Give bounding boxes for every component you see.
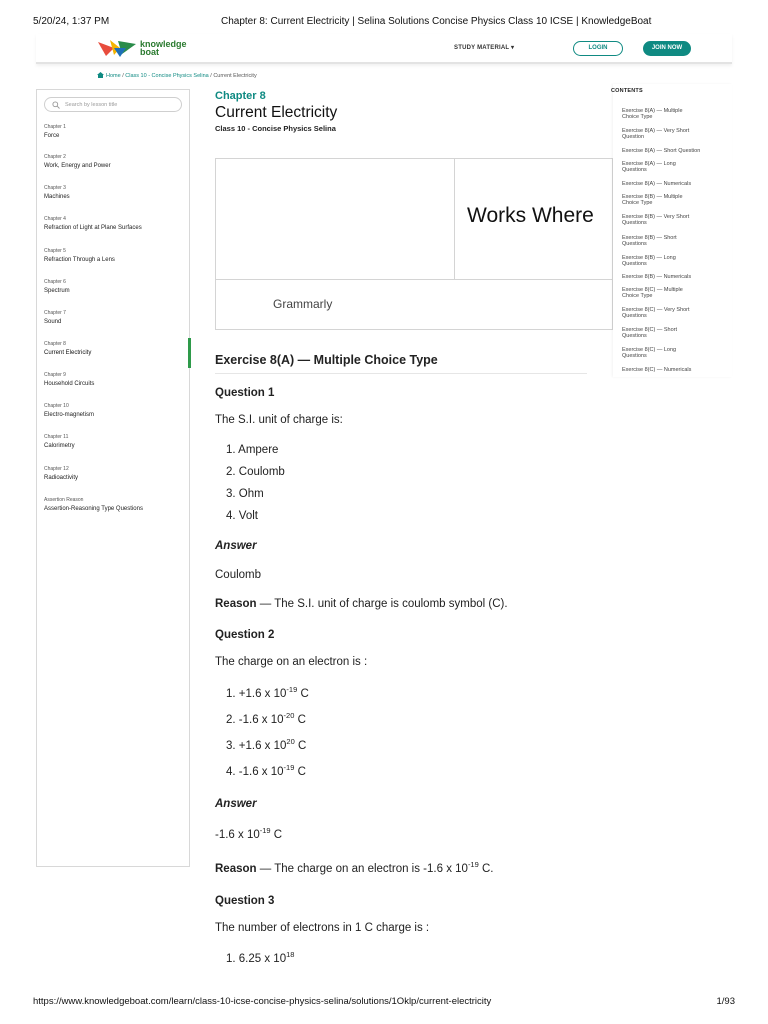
sidebar-item-chapter-2[interactable]	[44, 154, 189, 182]
toc-item[interactable]	[622, 181, 722, 187]
option-item	[226, 685, 309, 700]
toc-item-line: Exercise 8(B) — Multiple	[622, 194, 683, 200]
breadcrumb-separator: /	[208, 73, 214, 79]
sidebar-item-chapter-7[interactable]	[44, 310, 189, 338]
chapter-name: Current Electricity	[44, 350, 92, 356]
option-exponent: -19	[286, 685, 298, 694]
reason-exponent: -19	[467, 860, 479, 869]
logo-line-1: knowledge	[140, 39, 187, 49]
print-url: https://www.knowledgeboat.com/learn/class-10-icse-concise-physics-selina/solutions/1Oklp/current-electricity	[33, 996, 492, 1007]
toc-item[interactable]	[622, 287, 722, 299]
reason-label: Reason	[215, 863, 257, 875]
option-exponent: 20	[286, 737, 295, 746]
toc-item-line: Exercise 8(C) — Short	[622, 327, 678, 333]
search-placeholder: Search by lesson title	[65, 102, 118, 108]
toc-item[interactable]	[622, 274, 722, 280]
sidebar-item-chapter-9[interactable]	[44, 372, 189, 400]
toc-item[interactable]	[622, 194, 722, 206]
chapter-name: Spectrum	[44, 288, 70, 294]
toc-item-line: Exercise 8(A) — Long	[622, 161, 676, 167]
option-item	[226, 737, 307, 752]
chapter-number: Chapter 6	[44, 279, 66, 285]
reason-unit: C.	[478, 863, 494, 875]
toc-item-line: Questions	[622, 353, 647, 359]
chapter-number: Chapter 8	[44, 341, 66, 347]
toc-item-line: Questions	[622, 167, 647, 173]
lesson-search-input[interactable]	[44, 97, 182, 112]
chapter-number: Chapter 4	[44, 216, 66, 222]
option-item	[226, 950, 295, 965]
question-title: Question 2	[215, 629, 275, 641]
option-unit: C	[294, 740, 307, 752]
sidebar-item-chapter-10[interactable]	[44, 403, 189, 431]
chapter-name: Refraction Through a Lens	[44, 257, 115, 263]
option-item	[226, 711, 306, 726]
exercise-title: Exercise 8(A) — Multiple Choice Type	[215, 353, 438, 367]
login-button[interactable]: LOGIN	[573, 41, 623, 56]
chapter-name: Calorimetry	[44, 443, 75, 449]
toc-item-line: Exercise 8(A) — Multiple	[622, 108, 683, 114]
toc-item[interactable]	[622, 307, 722, 319]
option-unit: C	[294, 766, 306, 778]
toc-item[interactable]	[622, 347, 722, 359]
chapter-name: Refraction of Light at Plane Surfaces	[44, 225, 142, 231]
sidebar-item-chapter-12[interactable]	[44, 466, 189, 494]
toc-item-line: Exercise 8(A) — Numericals	[622, 181, 692, 187]
option-item: 2. Coulomb	[226, 466, 285, 478]
option-base: 1. +1.6 x 10	[226, 688, 287, 700]
answer-label: Answer	[215, 798, 257, 810]
ad-headline: Works Where	[467, 204, 594, 227]
contents-panel	[613, 84, 732, 377]
boat-logo-icon	[96, 38, 138, 58]
contents-title: CONTENTS	[611, 88, 643, 94]
chapter-name: Electro-magnetism	[44, 412, 95, 418]
answer-text: Coulomb	[215, 569, 262, 581]
sidebar-item-chapter-8[interactable]	[44, 341, 189, 369]
study-material-menu[interactable]	[454, 44, 514, 51]
question-text: The S.I. unit of charge is:	[215, 414, 343, 426]
sidebar-item-chapter-4[interactable]	[44, 216, 189, 244]
chapter-name: Machines	[44, 194, 70, 200]
reason-body: The charge on an electron is -1.6 x 10	[274, 863, 468, 875]
toc-item[interactable]	[622, 255, 722, 267]
toc-item-line: Questions	[622, 241, 647, 247]
sidebar-item-chapter-11[interactable]	[44, 434, 189, 462]
home-icon	[97, 72, 104, 78]
option-unit: C	[297, 688, 309, 700]
question-title: Question 3	[215, 895, 275, 907]
answer-label: Answer	[215, 540, 257, 552]
sidebar-item-chapter-1[interactable]	[44, 124, 189, 152]
breadcrumb-home[interactable]: Home	[106, 73, 121, 79]
sidebar-item-assertion-reason[interactable]	[44, 497, 189, 525]
chapter-number: Chapter 9	[44, 372, 66, 378]
toc-item-line: Questions	[622, 220, 647, 226]
chapter-number: Chapter 5	[44, 248, 66, 254]
option-item: 1. Ampere	[226, 444, 279, 456]
sidebar-item-chapter-3[interactable]	[44, 185, 189, 213]
toc-item-line: Exercise 8(B) — Long	[622, 255, 676, 261]
breadcrumb-separator: /	[120, 73, 126, 79]
ad-brand: Grammarly	[273, 297, 333, 311]
reason-label: Reason	[215, 598, 257, 610]
option-base: 2. -1.6 x 10	[226, 714, 284, 726]
join-now-button[interactable]: JOIN NOW	[643, 41, 691, 56]
option-exponent: 18	[286, 950, 295, 959]
chapter-number: Chapter 1	[44, 124, 66, 130]
chapter-number: Chapter 10	[44, 403, 69, 409]
toc-item-line: Choice Type	[622, 293, 653, 299]
chapter-number: Chapter 3	[44, 185, 66, 191]
toc-item-line: Question	[622, 134, 645, 140]
chapter-name: Force	[44, 133, 60, 139]
answer-exponent: -19	[259, 826, 271, 835]
toc-item[interactable]	[622, 128, 722, 140]
site-logo[interactable]	[96, 38, 216, 60]
breadcrumb-current: Current Electricity	[213, 73, 257, 79]
chapter-name: Sound	[44, 319, 62, 325]
page-subtitle: Class 10 - Concise Physics Selina	[215, 124, 336, 133]
toc-item-line: Exercise 8(B) — Numericals	[622, 274, 692, 280]
toc-item[interactable]	[622, 367, 722, 373]
toc-item-line: Exercise 8(C) — Multiple	[622, 287, 683, 293]
option-base: 4. -1.6 x 10	[226, 766, 284, 778]
reason-separator: —	[256, 598, 275, 610]
chapter-number: Chapter 7	[44, 310, 66, 316]
option-item: 3. Ohm	[226, 488, 264, 500]
toc-item-line: Questions	[622, 313, 647, 319]
ad-divider	[454, 159, 455, 279]
print-page-number: 1/93	[716, 996, 735, 1007]
toc-item-line: Questions	[622, 333, 647, 339]
toc-item[interactable]	[622, 161, 722, 173]
reason-separator: —	[256, 863, 275, 875]
toc-item-line: Exercise 8(C) — Very Short	[622, 307, 690, 313]
toc-item-line: Exercise 8(A) — Very Short	[622, 128, 690, 134]
answer-unit: C	[270, 829, 283, 841]
answer-text	[215, 826, 283, 841]
answer-base: -1.6 x 10	[215, 829, 260, 841]
toc-item[interactable]	[622, 108, 722, 120]
print-title: Chapter 8: Current Electricity | Selina Solutions Concise Physics Class 10 ICSE | KnowledgeBoat	[221, 16, 652, 27]
option-exponent: -20	[283, 711, 295, 720]
toc-item[interactable]	[622, 235, 722, 247]
option-base: 3. +1.6 x 10	[226, 740, 287, 752]
toc-item-line: Exercise 8(A) — Short Question	[622, 148, 701, 154]
chapter-number: Chapter 2	[44, 154, 66, 160]
chapter-sidebar	[36, 89, 190, 867]
print-datetime: 5/20/24, 1:37 PM	[33, 16, 110, 27]
chapter-name: Assertion-Reasoning Type Questions	[44, 506, 143, 512]
study-material-label: STUDY MATERIAL	[454, 45, 510, 51]
toc-item[interactable]	[622, 327, 722, 339]
question-title: Question 1	[215, 387, 275, 399]
reason-body: The S.I. unit of charge is coulomb symbol (C).	[274, 598, 508, 610]
logo-wordmark	[140, 40, 187, 56]
option-item	[226, 763, 306, 778]
reason-text	[215, 860, 494, 875]
reason-text	[215, 598, 508, 610]
logo-line-2: boat	[140, 47, 159, 57]
top-navbar	[36, 34, 732, 64]
chapter-number: Assertion Reason	[44, 497, 84, 503]
ad-banner[interactable]	[215, 158, 613, 330]
toc-item-line: Exercise 8(B) — Very Short	[622, 214, 690, 220]
page-title: Current Electricity	[215, 104, 338, 121]
chapter-label: Chapter 8	[215, 90, 266, 102]
chapter-name: Work, Energy and Power	[44, 163, 111, 169]
toc-item-line: Questions	[622, 261, 647, 267]
option-unit: C	[294, 714, 306, 726]
toc-item-line: Choice Type	[622, 200, 653, 206]
option-base: 1. 6.25 x 10	[226, 953, 287, 965]
chapter-number: Chapter 11	[44, 434, 69, 440]
chapter-name: Radioactivity	[44, 475, 79, 481]
toc-item[interactable]	[622, 214, 722, 226]
question-text: The charge on an electron is :	[215, 656, 368, 668]
toc-item[interactable]	[622, 148, 722, 154]
toc-item-line: Exercise 8(B) — Short	[622, 235, 677, 241]
exercise-divider	[215, 373, 587, 374]
print-footer	[33, 996, 735, 1010]
ad-divider	[216, 279, 612, 280]
sidebar-item-chapter-5[interactable]	[44, 248, 189, 276]
chevron-down-icon: ▾	[511, 45, 515, 51]
option-exponent: -19	[283, 763, 295, 772]
breadcrumb-class[interactable]: Class 10 - Concise Physics Selina	[125, 73, 209, 79]
active-chapter-indicator	[188, 338, 191, 368]
question-text: The number of electrons in 1 C charge is :	[215, 922, 430, 934]
toc-item-line: Choice Type	[622, 114, 653, 120]
sidebar-item-chapter-6[interactable]	[44, 279, 189, 307]
print-header	[33, 16, 735, 30]
toc-item-line: Exercise 8(C) — Numericals	[622, 367, 692, 373]
breadcrumb	[97, 72, 257, 79]
option-item: 4. Volt	[226, 510, 258, 522]
search-icon	[52, 101, 60, 109]
toc-item-line: Exercise 8(C) — Long	[622, 347, 677, 353]
chapter-name: Household Circuits	[44, 381, 95, 387]
chapter-number: Chapter 12	[44, 466, 69, 472]
